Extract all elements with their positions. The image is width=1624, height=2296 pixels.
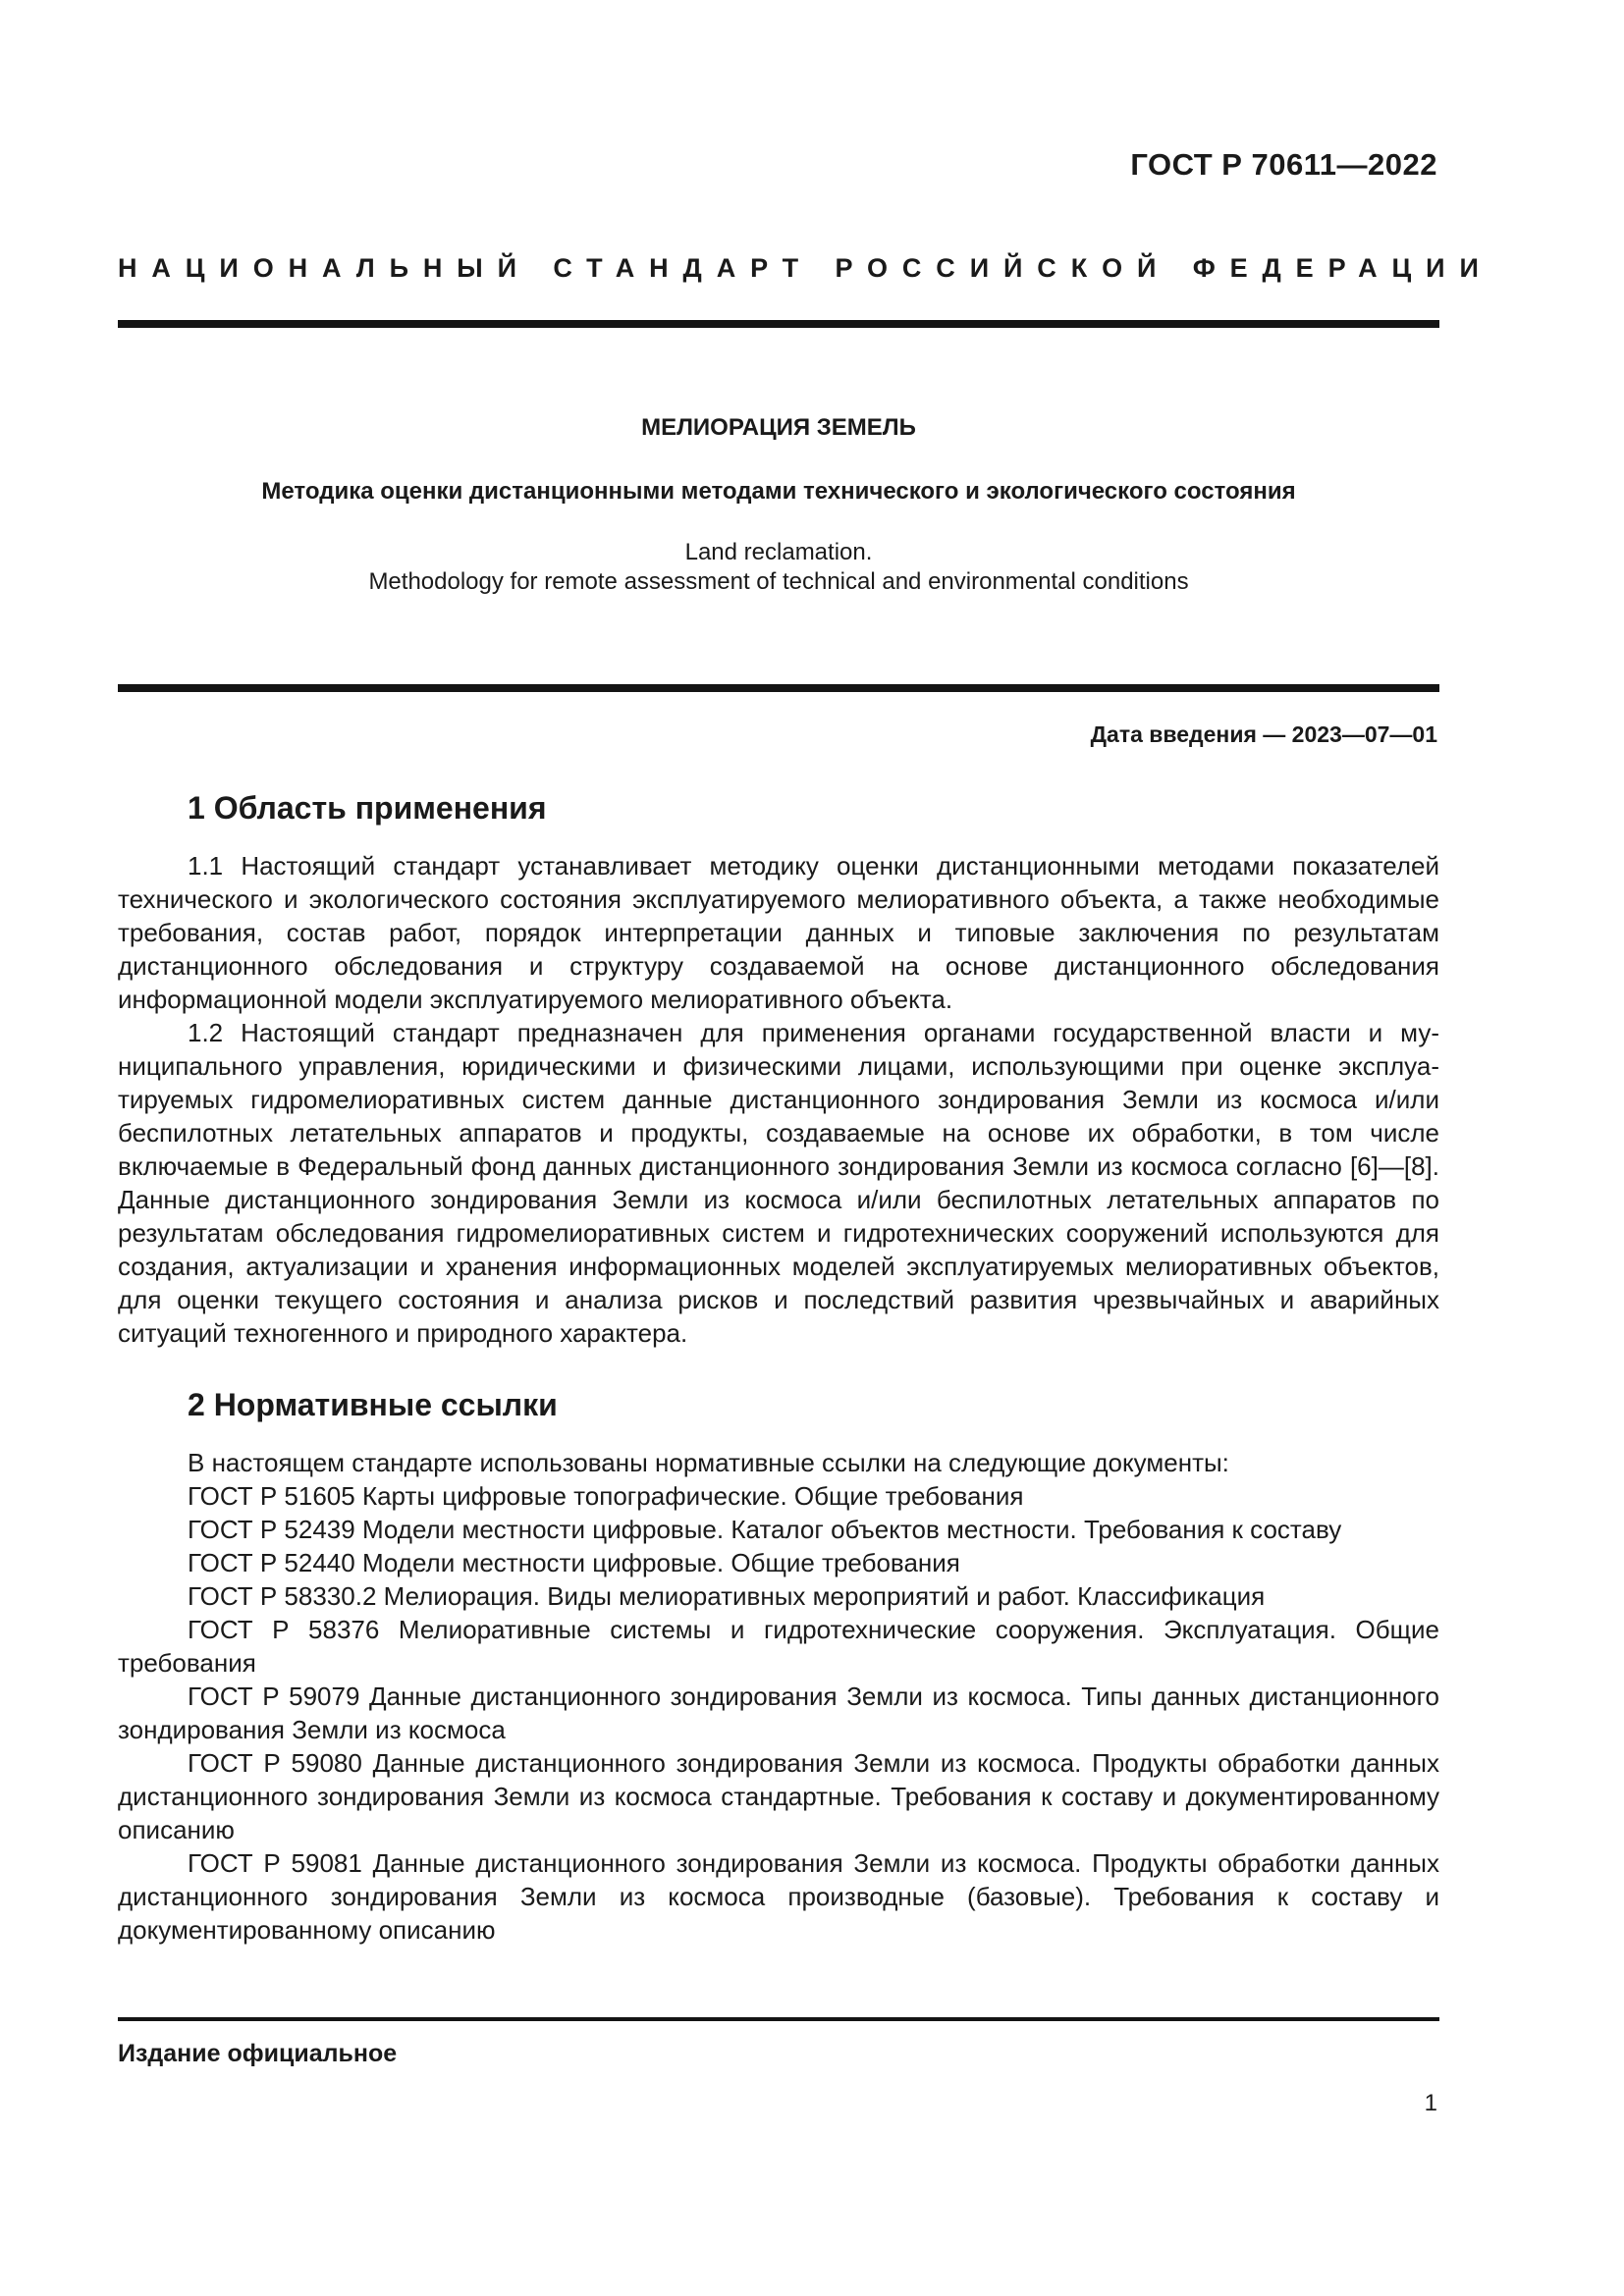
section-1-paragraph-1: 1.1 Настоящий стандарт устанавливает методику оценки дистанционными методами показателей технического и экологического состояния эксплуатируемого мелиоративного объекта, а также необходимые требования, состав работ, порядок интерпретации данных и типовые заключения по результатам дистанционного обследования и структуру создаваемой на основе дистанционного обследования информационной модели эксплуатируемого мелиоративного объекта.	[118, 851, 1439, 1014]
section-2-intro: В настоящем стандарте использованы нормативные ссылки на следующие документы:	[188, 1448, 1229, 1477]
reference-item: ГОСТ Р 52440 Модели местности цифровые. Общие требования	[188, 1548, 960, 1577]
footer-divider	[118, 2017, 1439, 2021]
reference-item: ГОСТ Р 58330.2 Мелиорация. Виды мелиоративных мероприятий и работ. Классификация	[188, 1581, 1266, 1611]
official-edition-label: Издание официальное	[118, 2040, 398, 2067]
section-1-heading: 1 Область применения	[188, 790, 547, 826]
english-title-line-1: Land reclamation.	[684, 539, 873, 565]
introduction-date: Дата введения — 2023—07—01	[1090, 721, 1437, 747]
title-divider	[118, 684, 1439, 692]
document-code: ГОСТ Р 70611—2022	[1130, 147, 1437, 182]
document-body	[118, 788, 1439, 1947]
english-title	[118, 538, 1439, 597]
section-1-paragraph-2: 1.2 Настоящий стандарт предназначен для применения органами государственной власти и муниципального управления, юридическими и физическими лицами, использующими при оценке эксплуатируемых гидромелиоративных систем данные дистанционного зондирования Земли из космоса и/или беспилотных летательных аппаратов и продукты, создаваемые на основе их обработки, в том числе включаемые в Федеральный фонд данных дистанционного зондирования Земли из космоса согласно [6]—[8]. Данные дистанционного зондирования Земли из космоса и/или беспилотных летательных аппаратов по результатам обследования гидромелиоративных систем и гидротехнических сооружений используются для создания, актуализации и хранения информационных моделей эксплуатируемых мелиоративных объектов, для оценки текущего состояния и анализа рисков и последствий развития чрезвычайных и аварийных ситуаций техногенного и природного характера.	[118, 1018, 1439, 1348]
top-divider	[118, 320, 1439, 328]
reference-item: ГОСТ Р 59081 Данные дистанционного зондирования Земли из космоса. Продукты обработки данных дистанционного зондирования Земли из космоса производные (базовые). Требования к составу и документированному описанию	[118, 1848, 1439, 1945]
reference-item: ГОСТ Р 52439 Модели местности цифровые. Каталог объектов местности. Требования к составу	[188, 1515, 1342, 1544]
reference-item: ГОСТ Р 59079 Данные дистанционного зондирования Земли из космоса. Типы данных дистанционного зондирования Земли из космоса	[118, 1682, 1439, 1744]
national-standard-heading: НАЦИОНАЛЬНЫЙ СТАНДАРТ РОССИЙСКОЙ ФЕДЕРАЦИИ	[118, 253, 1493, 283]
english-title-line-2: Methodology for remote assessment of technical and environmental conditions	[368, 568, 1189, 595]
reference-item: ГОСТ Р 58376 Мелиоративные системы и гидротехнические сооружения. Эксплуатация. Общие требования	[118, 1615, 1439, 1678]
reference-item: ГОСТ Р 51605 Карты цифровые топографические. Общие требования	[188, 1481, 1024, 1511]
section-2-heading: 2 Нормативные ссылки	[188, 1387, 558, 1422]
document-subtitle: Методика оценки дистанционными методами технического и экологического состояния	[261, 478, 1296, 505]
reference-item: ГОСТ Р 59080 Данные дистанционного зондирования Земли из космоса. Продукты обработки данных дистанционного зондирования Земли из космоса стандартные. Требования к составу и документированному описанию	[118, 1748, 1439, 1844]
page-number: 1	[1424, 2090, 1437, 2116]
document-title: МЕЛИОРАЦИЯ ЗЕМЕЛЬ	[641, 414, 916, 441]
